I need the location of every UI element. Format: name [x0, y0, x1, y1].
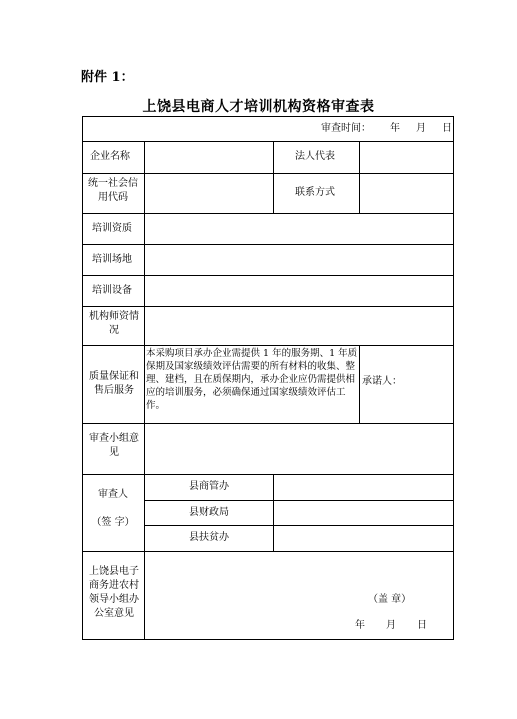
qualification-label: 培训资质	[92, 223, 132, 234]
quality-label: 质量保证和售后服务	[89, 371, 139, 396]
sign-label: （签 字）	[91, 517, 135, 528]
teachers-label: 机构师资情况	[89, 311, 139, 336]
quality-terms-text: 本采购项目承办企业需提供 1 年的服务期、1 年质保期及国家级绩效评估需要的所有材料的收集、整理、建档，且在质保期内，承办企业应仍需提供相应的培训服务，必须确保通过国家级绩效评估工作。	[146, 348, 358, 411]
row-divider	[82, 345, 454, 346]
venue-field[interactable]	[145, 245, 453, 275]
credit-code-field[interactable]	[145, 174, 273, 213]
office-opinion-label: 上饶县电子商务进农村领导小组办公室意见	[89, 566, 139, 619]
legal-rep-field[interactable]	[360, 142, 453, 173]
reviewer-label: 审查人	[98, 489, 128, 500]
review-time-month: 月	[416, 123, 426, 134]
dept-commerce-label: 县商管办	[189, 481, 229, 492]
review-time-label: 审查时间：	[321, 123, 371, 134]
venue-label: 培训场地	[92, 254, 132, 265]
date-year: 年	[355, 620, 365, 631]
date-month: 月	[386, 620, 396, 631]
col-divider	[359, 345, 360, 423]
row-divider	[82, 551, 454, 552]
review-group-label: 审查小组意见	[89, 433, 139, 458]
dept-poverty-label: 县扶贫办	[189, 532, 229, 543]
equipment-label: 培训设备	[92, 285, 132, 296]
col-divider	[273, 141, 274, 213]
dept-poverty-field[interactable]	[274, 526, 453, 551]
credit-code-label: 统一社会信用代码	[88, 178, 138, 203]
company-name-label: 企业名称	[90, 151, 130, 162]
seal-label: （盖 章）	[368, 594, 412, 605]
dept-finance-field[interactable]	[274, 501, 453, 525]
contact-field[interactable]	[360, 174, 453, 213]
review-time-day: 日	[442, 123, 452, 134]
company-name-field[interactable]	[145, 142, 273, 173]
equipment-field[interactable]	[145, 276, 453, 306]
legal-rep-label: 法人代表	[295, 151, 335, 162]
contact-label: 联系方式	[295, 187, 335, 198]
dept-finance-label: 县财政局	[189, 507, 229, 518]
dept-commerce-field[interactable]	[274, 475, 453, 500]
attachment-label: 附件 1：	[81, 70, 134, 85]
teachers-field[interactable]	[145, 307, 453, 345]
review-time-year: 年	[390, 123, 400, 134]
promisor-label: 承诺人：	[362, 376, 402, 387]
review-group-field[interactable]	[145, 424, 453, 474]
qualification-field[interactable]	[145, 214, 453, 244]
date-day: 日	[417, 620, 427, 631]
form-title: 上饶县电商人才培训机构资格审查表	[142, 99, 375, 115]
